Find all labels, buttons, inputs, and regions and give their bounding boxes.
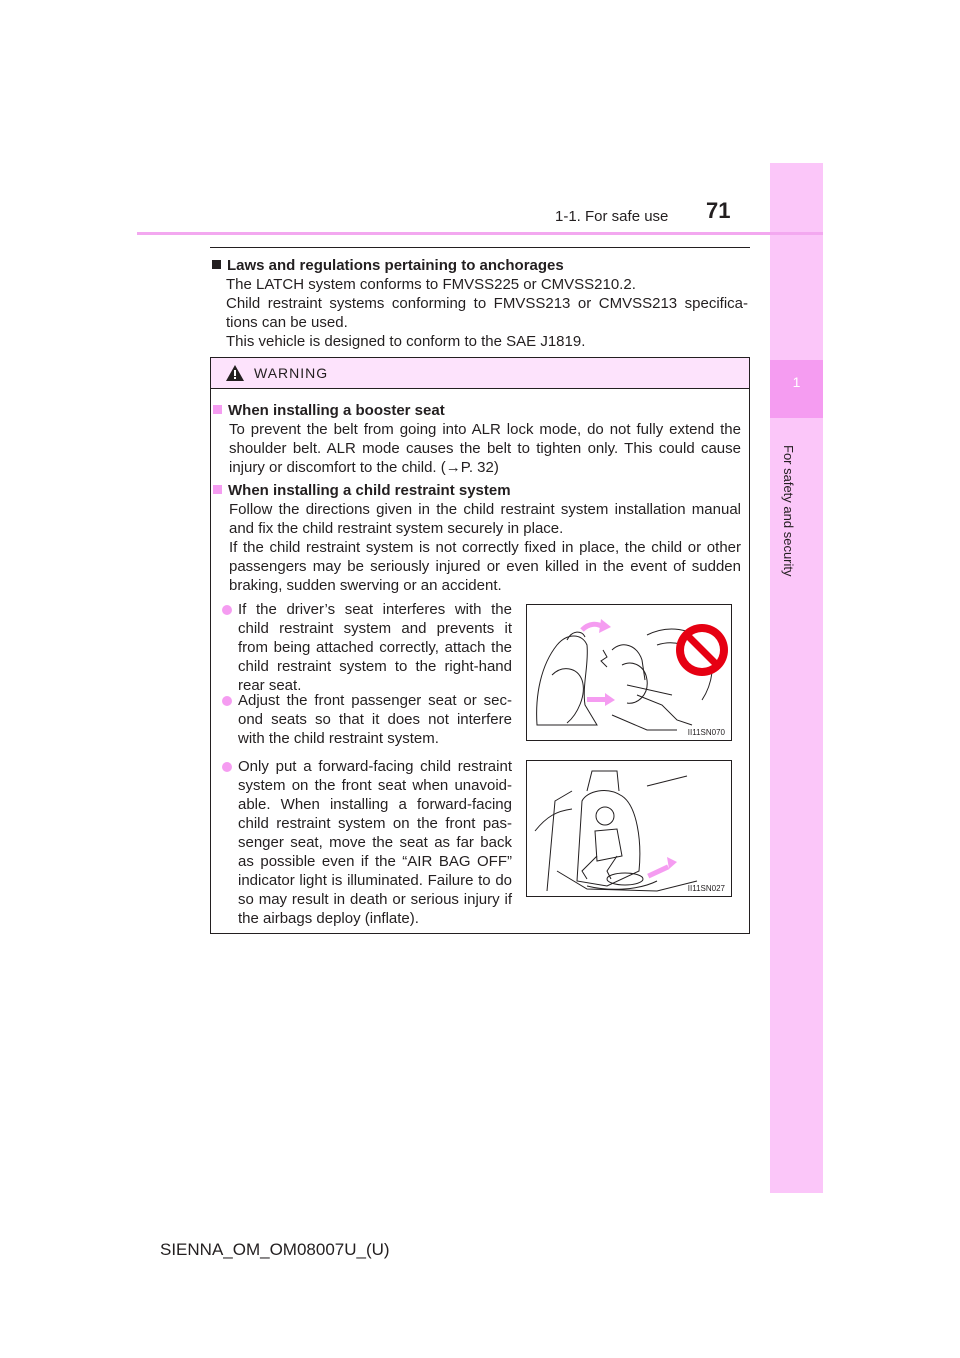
square-bullet-icon (213, 405, 222, 414)
warning-triangle-icon (225, 364, 245, 382)
bullet-text: If the driver’s seat interferes with the child restraint system and prevents it from being attached correctly, attach the child restraint system to the right-hand rear seat. (238, 601, 512, 694)
crs-text: If the child restraint system is not correctly fixed in place, the child or other passengers may be seriously injured or even killed in the event of sudden braking, sudden swerving or an accident. (229, 539, 741, 594)
content-rule (210, 247, 750, 248)
side-tab (770, 163, 823, 1193)
bullet-dot-icon (222, 605, 232, 615)
square-bullet-icon (212, 260, 221, 269)
booster-heading: When installing a booster seat (228, 402, 445, 419)
warning-title: WARNING (254, 365, 329, 381)
figure-forward-facing-seat (526, 760, 732, 897)
figure-code: II11SN027 (687, 884, 725, 893)
laws-line: This vehicle is designed to conform to the SAE J1819. (226, 333, 586, 350)
section-title: 1-1. For safe use (555, 208, 669, 225)
forward-facing-seat-illustration (527, 761, 732, 897)
square-bullet-icon (213, 485, 222, 494)
bullet-text: Only put a forward-facing child restraint system on the front seat when unavoid-able. When installing a forward-facing child restraint system on the front pas-senger seat, move the seat as far back as possible even if the “AIR BAG OFF” indicator light is illuminated. Failure to do so may result in death or serious injury if the airbags deploy (inflate). (238, 758, 512, 927)
side-tab-number: 1 (792, 374, 801, 390)
page-number: 71 (706, 198, 731, 223)
crs-heading: When installing a child restraint system (228, 482, 511, 499)
figure-code: II11SN070 (687, 728, 725, 737)
booster-text: To prevent the belt from going into ALR lock mode, do not fully extend the shoulder belt. ALR mode causes the belt to tighten only. This could cause injury or discomfort to the child. (→P. 32) (229, 421, 741, 476)
seat-interference-illustration (527, 605, 732, 741)
document-code: SIENNA_OM_OM08007U_(U) (160, 1240, 390, 1259)
figure-seat-interference (526, 604, 732, 741)
bullet-text: Adjust the front passenger seat or sec-ond seats so that it does not interfere with the child restraint system. (238, 692, 512, 747)
list-item (222, 691, 514, 751)
laws-section (212, 256, 748, 351)
laws-line: The LATCH system conforms to FMVSS225 or CMVSS210.2. (226, 276, 636, 293)
crs-text: Follow the directions given in the child restraint system installation manual and fix the child restraint system securely in place. (229, 501, 741, 537)
laws-line: Child restraint systems conforming to FMVSS213 or CMVSS213 specifica-tions can be used. (226, 295, 748, 331)
bullet-dot-icon (222, 762, 232, 772)
side-tab-label: For safety and security (781, 445, 796, 577)
bullet-dot-icon (222, 696, 232, 706)
warning-booster (213, 401, 741, 477)
header-rule (137, 232, 823, 235)
list-item (222, 600, 514, 700)
list-item (222, 757, 514, 927)
laws-heading: Laws and regulations pertaining to anchorages (227, 257, 564, 274)
warning-crs (213, 481, 741, 595)
